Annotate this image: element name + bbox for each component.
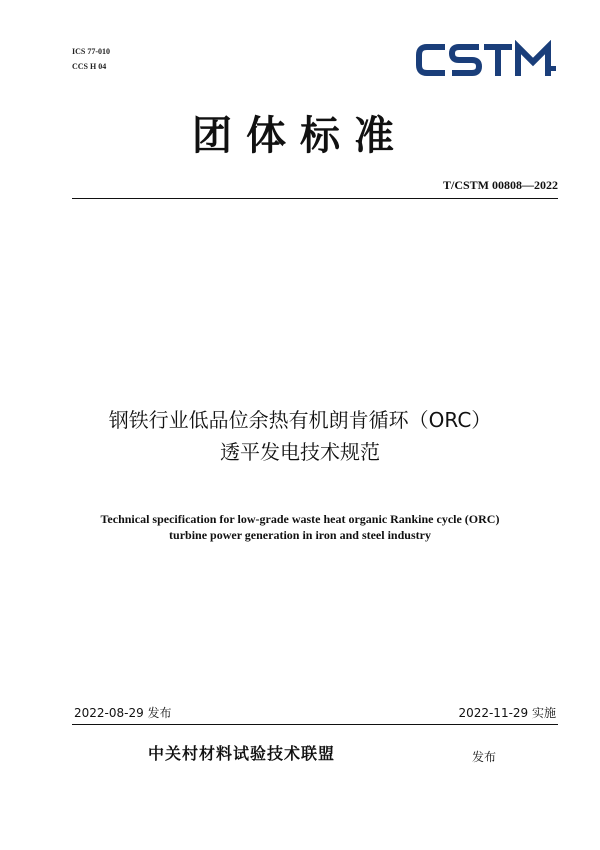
chinese-title-line-1: 钢铁行业低品位余热有机朗肯循环（ORC） (108, 408, 492, 432)
standard-number: T/CSTM 00808—2022 (442, 178, 558, 192)
chinese-title (0, 404, 600, 468)
english-title-line-1: Technical specification for low-grade waste heat organic Rankine cycle (ORC) (100, 512, 500, 526)
ccs-code: CCS H 04 (72, 62, 107, 71)
standard-type-heading: 团体标准 (192, 113, 408, 159)
publisher-name: 中关村材料试验技术联盟 (148, 744, 336, 763)
header-divider (72, 198, 558, 199)
implementation-date: 2022-11-29 实施 (458, 706, 556, 720)
issue-date: 2022-08-29 发布 (74, 706, 172, 720)
chinese-title-line-2: 透平发电技术规范 (220, 440, 380, 464)
publish-label: 发布 (472, 750, 497, 764)
cstm-logo (415, 40, 557, 80)
english-title (0, 511, 600, 543)
ics-code: ICS 77-010 (72, 47, 111, 56)
cstm-logo-graphic (415, 40, 557, 80)
classification-codes (72, 44, 110, 74)
footer-divider (72, 724, 558, 725)
english-title-line-2: turbine power generation in iron and steel industry (169, 528, 431, 542)
